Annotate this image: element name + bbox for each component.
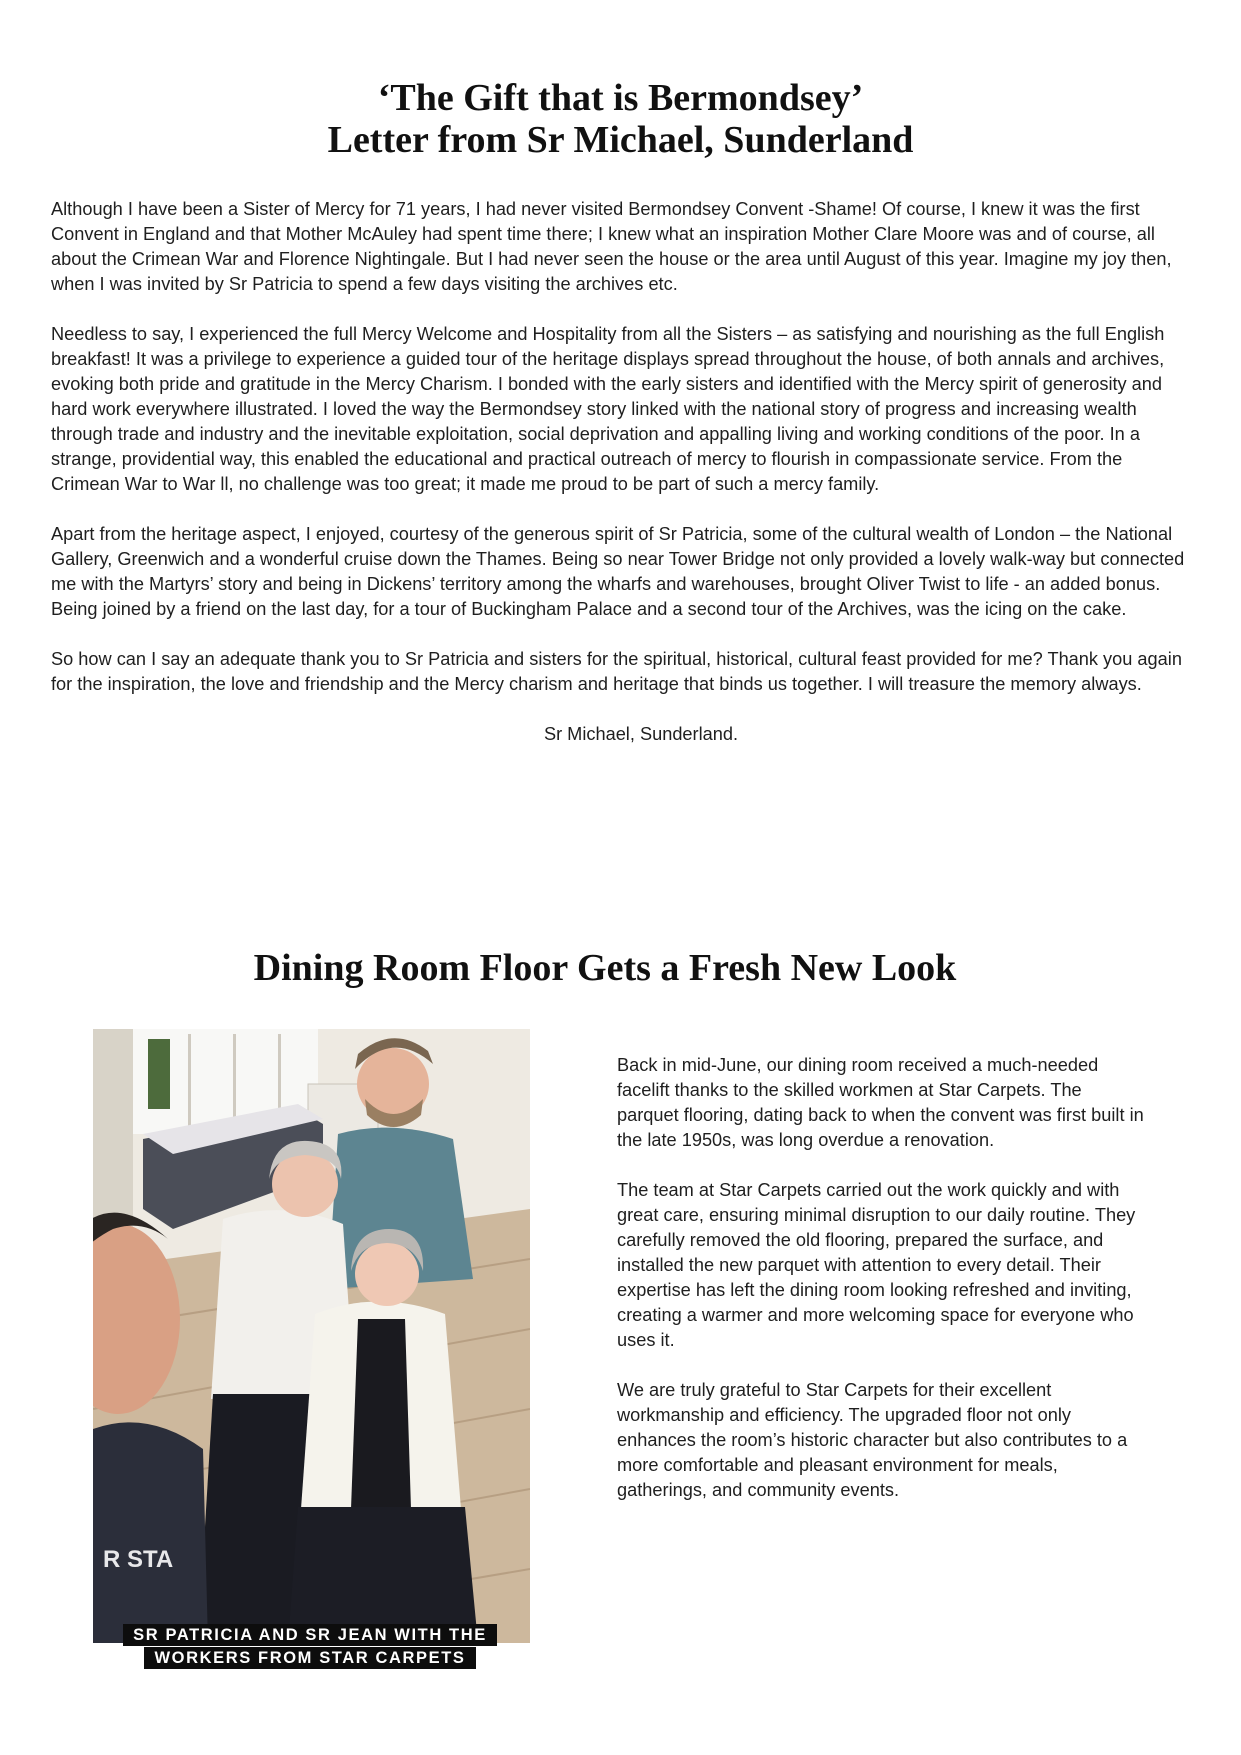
dining-room-paragraph: Back in mid-June, our dining room received a much-needed facelift thanks to the skilled workmen at Star Carpets. The parquet flooring, dating back to when the convent was first built in the late 1950s, was long overdue a renovation. — [617, 1055, 1144, 1150]
letter-paragraph: So how can I say an adequate thank you to Sr Patricia and sisters for the spiritual, historical, cultural feast provided for me? Thank you again for the inspiration, the love and friendship and the Mercy charism and heritage that binds us together. I will treasure the memory always. — [51, 649, 1182, 694]
photo-caption — [110, 1624, 510, 1670]
letter-paragraph: Apart from the heritage aspect, I enjoyed, courtesy of the generous spirit of Sr Patricia, some of the cultural wealth of London – the National Gallery, Greenwich and a wonderful cruise down the Thames. Being so near Tower Bridge not only provided a lovely walk-way but connected me with the Martyrs’ story and being in Dickens’ territory among the wharfs and warehouses, brought Oliver Twist to life - an added bonus. Being joined by a friend on the last day, for a tour of Buckingham Palace and a second tour of the Archives, was the icing on the cake. — [51, 524, 1185, 619]
letter-title-line-2: Letter from Sr Michael, Sunderland — [327, 119, 914, 162]
letter-paragraph: Although I have been a Sister of Mercy for 71 years, I had never visited Bermondsey Convent -Shame! Of course, I knew it was the first Convent in England and that Mother McAuley had spent time there; I knew what an inspiration Mother Clare Moore was and of course, all about the Crimean War and Florence Nightingale. But I had never seen the house or the area until August of this year. Imagine my joy then, when I was invited by Sr Patricia to spend a few days visiting the archives etc. — [51, 199, 1172, 294]
group-photo-illustration — [93, 1029, 530, 1643]
letter-title-line-1: ‘The Gift that is Bermondsey’ — [377, 77, 864, 120]
dining-room-title: Dining Room Floor Gets a Fresh New Look — [253, 946, 957, 989]
photo-shirt-text: R STA — [103, 1546, 174, 1573]
letter-paragraph: Needless to say, I experienced the full Mercy Welcome and Hospitality from all the Sisters – as satisfying and nourishing as the full English breakfast! It was a privilege to experience a guided tour of the heritage displays spread throughout the house, of both annals and archives, evoking both pride and gratitude in the Mercy Charism. I bonded with the early sisters and identified with the Mercy spirit of generosity and hard work everywhere illustrated. I loved the way the Bermondsey story linked with the national story of progress and increasing wealth through trade and industry and the inevitable exploitation, social deprivation and appalling living and working conditions of the poor. In a strange, providential way, this enabled the educational and practical outreach of mercy to flourish in compassionate service. From the Crimean War to War ll, no challenge was too great; it made me proud to be part of such a mercy family. — [51, 324, 1165, 494]
letter-body — [51, 197, 1191, 772]
photo-caption-text: SR PATRICIA AND SR JEAN WITH THE WORKERS FROM STAR CARPETS — [123, 1624, 497, 1669]
dining-room-body — [617, 1053, 1147, 1528]
letter-title — [0, 77, 1241, 161]
group-photo — [93, 1029, 530, 1643]
dining-room-paragraph: The team at Star Carpets carried out the work quickly and with great care, ensuring minimal disruption to our daily routine. They carefully removed the old flooring, prepared the surface, and installed the new parquet with attention to every detail. Their expertise has left the dining room looking refreshed and inviting, creating a warmer and more welcoming space for everyone who uses it. — [617, 1180, 1136, 1350]
dining-room-paragraph: We are truly grateful to Star Carpets for their excellent workmanship and efficiency. The upgraded floor not only enhances the room’s historic character but also contributes to a more comfortable and pleasant environment for meals, gatherings, and community events. — [617, 1380, 1128, 1500]
letter-signature: Sr Michael, Sunderland. — [543, 724, 739, 744]
